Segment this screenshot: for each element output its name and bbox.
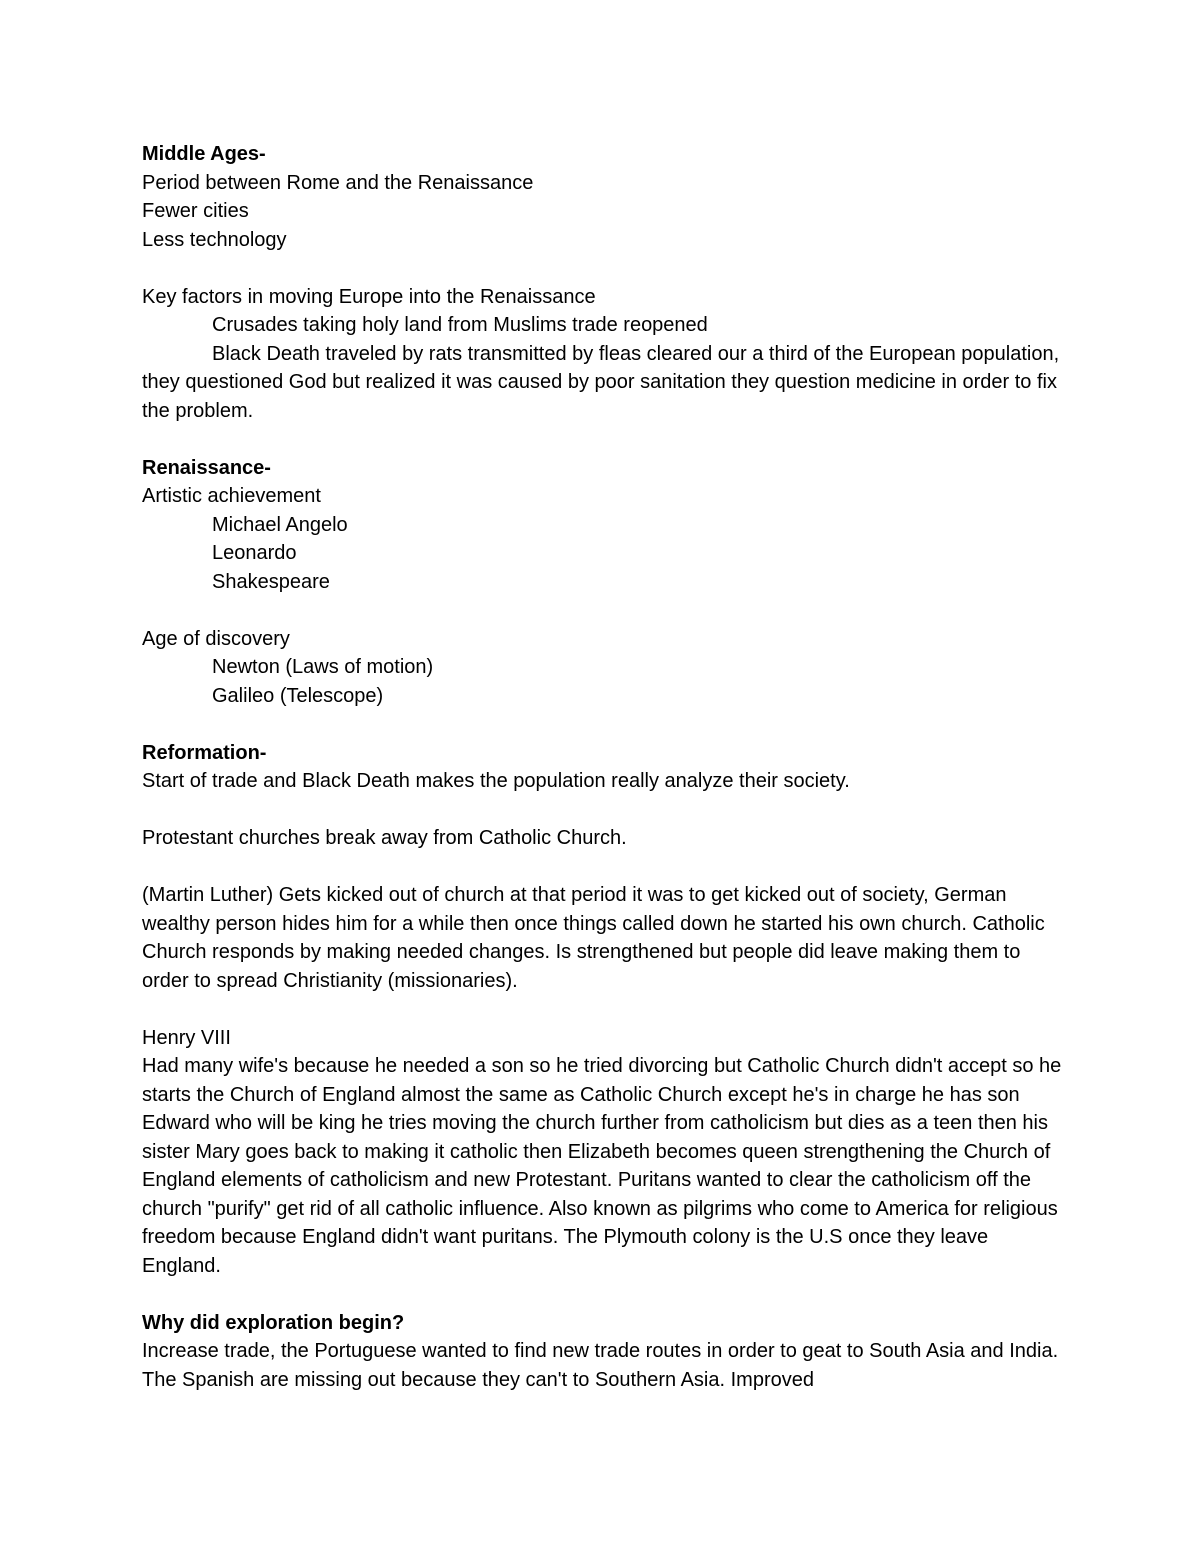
- exploration-paragraph: Increase trade, the Portuguese wanted to find new trade routes in order to geat to South Asia and India. The Spanish are missing out because they can't to Southern Asia. Improved: [142, 1340, 1059, 1391]
- document-page: [142, 140, 1072, 1394]
- spacer: [142, 596, 1072, 625]
- middle-ages-line: Less technology: [142, 228, 287, 251]
- artist-item: Michael Angelo: [212, 513, 348, 536]
- scientist-item: Galileo (Telescope): [212, 684, 384, 707]
- reformation-paragraph: Protestant churches break away from Catholic Church.: [142, 827, 627, 849]
- spacer: [142, 796, 1072, 825]
- key-factor-black-death: Black Death traveled by rats transmitted by fleas cleared our a third of the European population, they questioned God but realized it was caused by poor sanitation they question medicine in order to fix the problem.: [142, 342, 1060, 422]
- scientist-item: Newton (Laws of motion): [212, 656, 434, 678]
- renaissance-artistic: Artistic achievement: [142, 485, 321, 507]
- henry-viii-paragraph: Had many wife's because he needed a son so he tried divorcing but Catholic Church didn't accept so he starts the Church of England almost the same as Catholic Church except he's in charge he has son Edward who will be king he tries moving the church further from catholicism but dies as a teen then his sister Mary goes back to making it catholic then Elizabeth becomes queen strengthening the Church of England elements of catholicism and new Protestant. Puritans wanted to clear the catholicism off the church "purify" get rid of all catholic influence. Also known as pilgrims who come to America for religious freedom because England didn't want puritans. The Plymouth colony is the U.S once they leave England.: [142, 1055, 1062, 1277]
- spacer: [142, 1280, 1072, 1309]
- heading-renaissance: Renaissance-: [142, 456, 271, 479]
- martin-luther-paragraph: (Martin Luther) Gets kicked out of church at that period it was to get kicked out of society, German wealthy person hides him for a while then once things called down he started his own church. Catholic Church responds by making needed changes. Is strengthened but people did leave making them to order to spread Christianity (missionaries).: [142, 884, 1045, 992]
- heading-reformation: Reformation-: [142, 741, 267, 764]
- key-factor-crusades: Crusades taking holy land from Muslims trade reopened: [212, 314, 708, 336]
- heading-middle-ages: Middle Ages-: [142, 143, 266, 165]
- artist-item: Leonardo: [212, 542, 297, 564]
- spacer: [142, 853, 1072, 882]
- reformation-paragraph: Start of trade and Black Death makes the population really analyze their society.: [142, 770, 850, 792]
- renaissance-discovery: Age of discovery: [142, 627, 290, 650]
- spacer: [142, 425, 1072, 454]
- spacer: [142, 710, 1072, 739]
- middle-ages-line: Fewer cities: [142, 200, 249, 222]
- spacer: [142, 254, 1072, 283]
- heading-exploration: Why did exploration begin?: [142, 1311, 405, 1334]
- artist-item: Shakespeare: [212, 570, 330, 593]
- spacer: [142, 995, 1072, 1024]
- henry-viii-title: Henry VIII: [142, 1026, 231, 1049]
- key-factors-intro: Key factors in moving Europe into the Renaissance: [142, 285, 596, 308]
- middle-ages-line: Period between Rome and the Renaissance: [142, 171, 534, 194]
